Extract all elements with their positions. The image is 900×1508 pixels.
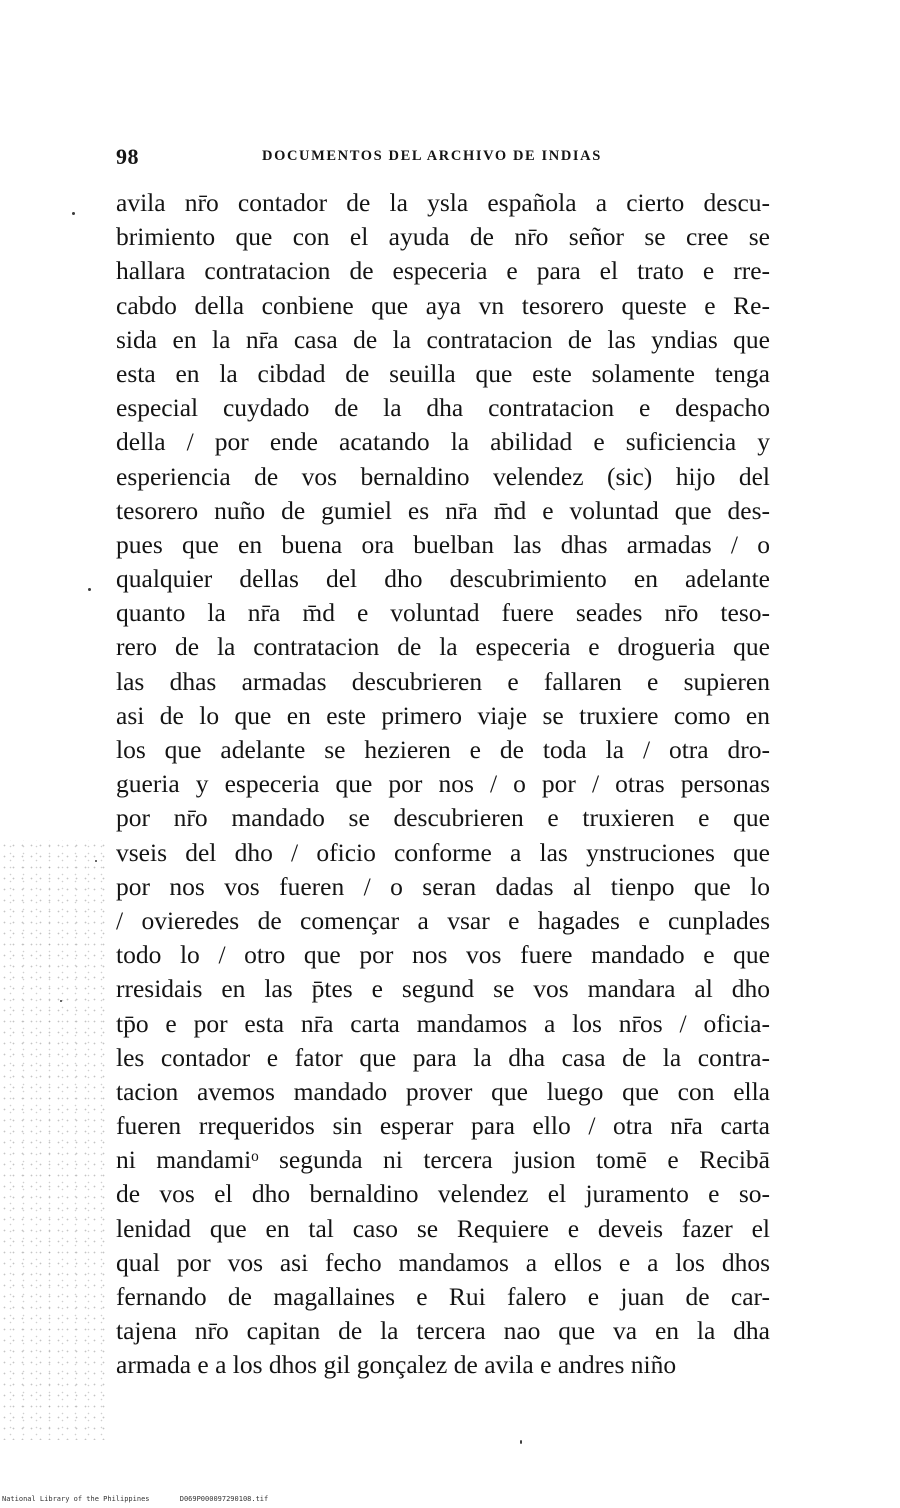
text-line: brimiento que con el ayuda de nr̄o señor se cree se (116, 222, 770, 252)
text-line: todo lo / otro que por nos vos fuere mandado e que (116, 940, 770, 970)
text-line: armada e a los dhos gil gonçalez de avila e andres niño (116, 1350, 677, 1380)
scan-footer (2, 1495, 294, 1503)
text-line: pues que en buena ora buelban las dhas armadas / o (116, 529, 770, 559)
text-line: especial cuydado de la dha contratacion e despacho (116, 393, 770, 423)
text-line: qual por vos asi fecho mandamos a ellos e a los dhos (116, 1247, 770, 1277)
text-line: della / por ende acatando la abilidad e suficiencia y (116, 427, 770, 457)
text-line: sida en la nr̄a casa de la contratacion de las yndias que (116, 324, 770, 354)
scan-speck (95, 860, 97, 862)
text-line: qualquier dellas del dho descubrimiento en adelante (116, 564, 770, 594)
file-name: D069P000097290108.tif (179, 1495, 269, 1503)
scan-speck (88, 588, 91, 591)
text-line: tacion avemos mandado prover que luego que con ella (116, 1076, 770, 1106)
text-line: tajena nr̄o capitan de la tercera nao que va en la dha (116, 1316, 770, 1346)
text-line: esperiencia de vos bernaldino velendez (sic) hijo del (116, 461, 770, 491)
scan-speck (520, 1440, 522, 1444)
text-line: quanto la nr̄a m̄d e voluntad fuere seades nr̄o teso- (116, 598, 770, 628)
text-line: por nr̄o mandado se descubrieren e truxieren e que (116, 803, 770, 833)
text-line: por nos vos fueren / o seran dadas al tienpo que lo (116, 871, 770, 901)
text-line: vseis del dho / oficio conforme a las ynstruciones que (116, 837, 770, 867)
text-line: las dhas armadas descubrieren e fallaren e supieren (116, 666, 770, 696)
text-line: de vos el dho bernaldino velendez el juramento e so- (116, 1179, 770, 1209)
text-line: / ovieredes de començar a vsar e hagades e cunplades (116, 905, 770, 935)
text-line: cabdo della conbiene que aya vn tesorero queste e Re- (116, 290, 770, 320)
scan-noise-left (0, 840, 110, 1440)
text-line: tp̄o e por esta nr̄a carta mandamos a los nr̄os / oficia- (116, 1008, 770, 1038)
text-line: tesorero nuño de gumiel es nr̄a m̄d e voluntad que des- (116, 495, 770, 525)
text-line: rresidais en las p̄tes e segund se vos mandara al dho (116, 974, 770, 1004)
running-head (116, 142, 766, 172)
scan-speck (60, 1000, 62, 1002)
scan-speck (72, 212, 75, 215)
text-line: hallara contratacion de especeria e para el trato e rre- (116, 256, 770, 286)
text-line: rero de la contratacion de la especeria e drogueria que (116, 632, 770, 662)
running-head-title: DOCUMENTOS DEL ARCHIVO DE INDIAS (262, 148, 602, 164)
text-line: asi de lo que en este primero viaje se truxiere como en (116, 700, 770, 730)
text-line: lenidad que en tal caso se Requiere e deveis fazer el (116, 1213, 770, 1243)
text-line: avila nr̄o contador de la ysla española a cierto descu- (116, 188, 770, 217)
text-line: esta en la cibdad de seuilla que este solamente tenga (116, 358, 770, 388)
page-number: 98 (116, 144, 139, 169)
text-line: fueren rrequeridos sin esperar para ello / otra nr̄a carta (116, 1111, 770, 1141)
text-line: les contador e fator que para la dha casa de la contra- (116, 1042, 770, 1072)
text-line: ni mandamiᵒ segunda ni tercera jusion tomē e Recibā (116, 1145, 770, 1175)
text-line: gueria y especeria que por nos / o por / otras personas (116, 769, 770, 799)
body-text (116, 186, 770, 1383)
text-line: los que adelante se hezieren e de toda la / otra dro- (116, 735, 770, 764)
library-credit: National Library of the Philippines (2, 1495, 150, 1503)
text-line: fernando de magallaines e Rui falero e juan de car- (116, 1282, 770, 1311)
